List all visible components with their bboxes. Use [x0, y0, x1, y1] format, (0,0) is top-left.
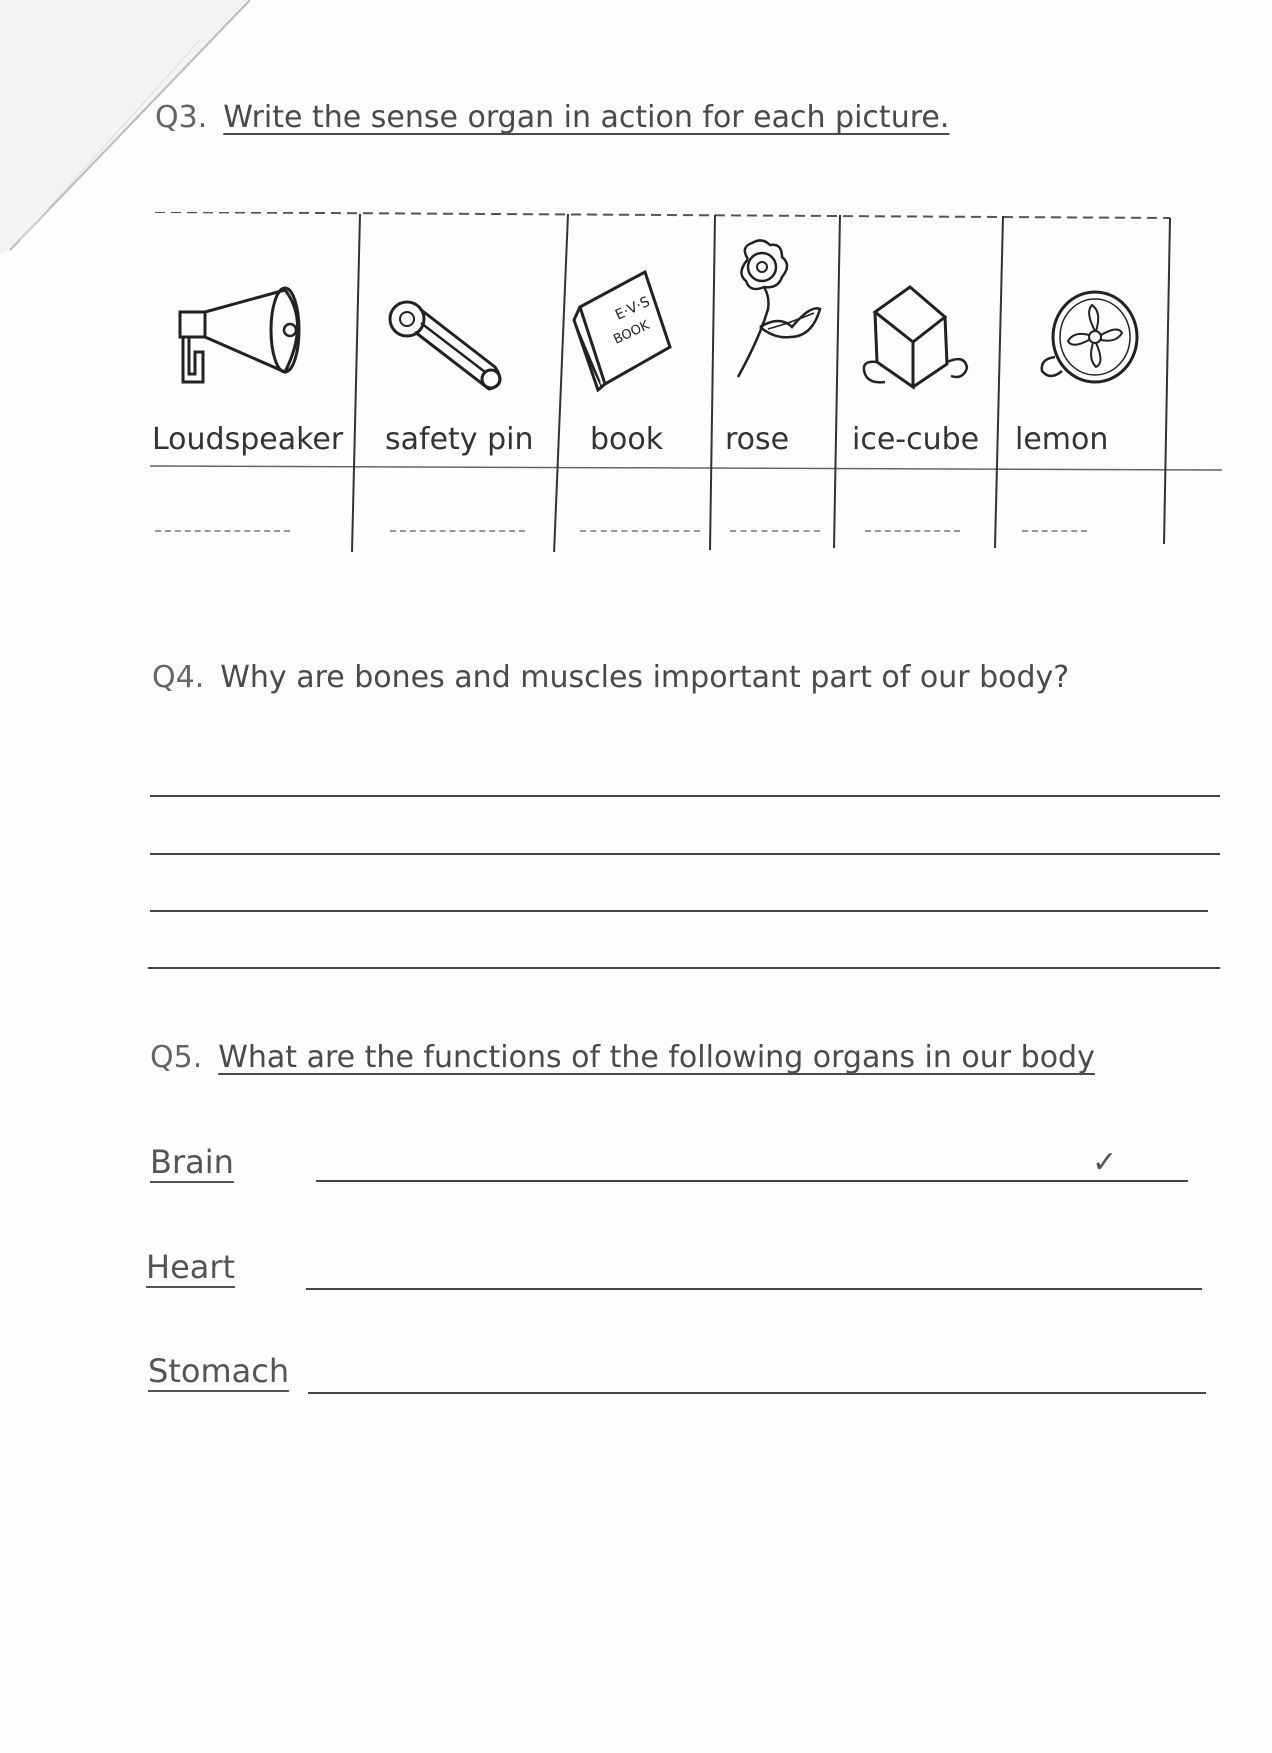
- q3-heading: [155, 100, 949, 135]
- organ-brain: Brain: [150, 1143, 234, 1181]
- label-lemon: lemon: [1015, 422, 1109, 457]
- q4-answer-line-2[interactable]: [150, 853, 1220, 855]
- safety-pin-icon: [385, 297, 515, 397]
- q3-number: Q3.: [155, 100, 208, 135]
- q4-number: Q4.: [152, 660, 205, 695]
- q4-text: Why are bones and muscles important part of our body?: [220, 660, 1070, 695]
- q4-answer-line-1[interactable]: [150, 795, 1220, 797]
- tick-mark: ✓: [1092, 1145, 1118, 1180]
- organ-stomach: Stomach: [148, 1352, 290, 1390]
- heart-answer-line[interactable]: [306, 1288, 1202, 1290]
- lemon-icon: [1030, 287, 1150, 397]
- q3-text: Write the sense organ in action for each picture.: [223, 100, 950, 135]
- answer-blank-safety-pin[interactable]: [390, 530, 525, 532]
- loudspeaker-icon: [175, 282, 315, 392]
- label-book: book: [590, 422, 664, 457]
- book-cover-line2: BOOK: [611, 318, 652, 348]
- label-rose: rose: [725, 422, 790, 457]
- brain-answer-line[interactable]: [316, 1180, 1188, 1182]
- book-icon: [570, 262, 680, 392]
- q3-picture-table: [150, 212, 1225, 552]
- rose-icon: [720, 237, 830, 387]
- q4-answer-line-4[interactable]: [148, 967, 1220, 969]
- label-safety-pin: safety pin: [385, 422, 534, 457]
- organ-heart: Heart: [146, 1248, 236, 1286]
- book-cover-line1: E·V·S: [612, 293, 653, 324]
- answer-blank-ice-cube[interactable]: [865, 530, 960, 532]
- q5-number: Q5.: [150, 1040, 203, 1075]
- label-ice-cube: ice-cube: [852, 422, 980, 457]
- q4-heading: [152, 660, 1069, 695]
- answer-blank-rose[interactable]: [730, 530, 820, 532]
- stomach-answer-line[interactable]: [308, 1392, 1206, 1394]
- q4-answer-line-3[interactable]: [150, 910, 1208, 912]
- ice-cube-icon: [855, 282, 985, 392]
- answer-blank-lemon[interactable]: [1022, 530, 1087, 532]
- answer-blank-book[interactable]: [580, 530, 700, 532]
- answer-blank-loudspeaker[interactable]: [155, 530, 290, 532]
- q5-text: What are the functions of the following organs in our body: [218, 1040, 1095, 1075]
- label-loudspeaker: Loudspeaker: [152, 422, 344, 457]
- q5-heading: [150, 1040, 1095, 1075]
